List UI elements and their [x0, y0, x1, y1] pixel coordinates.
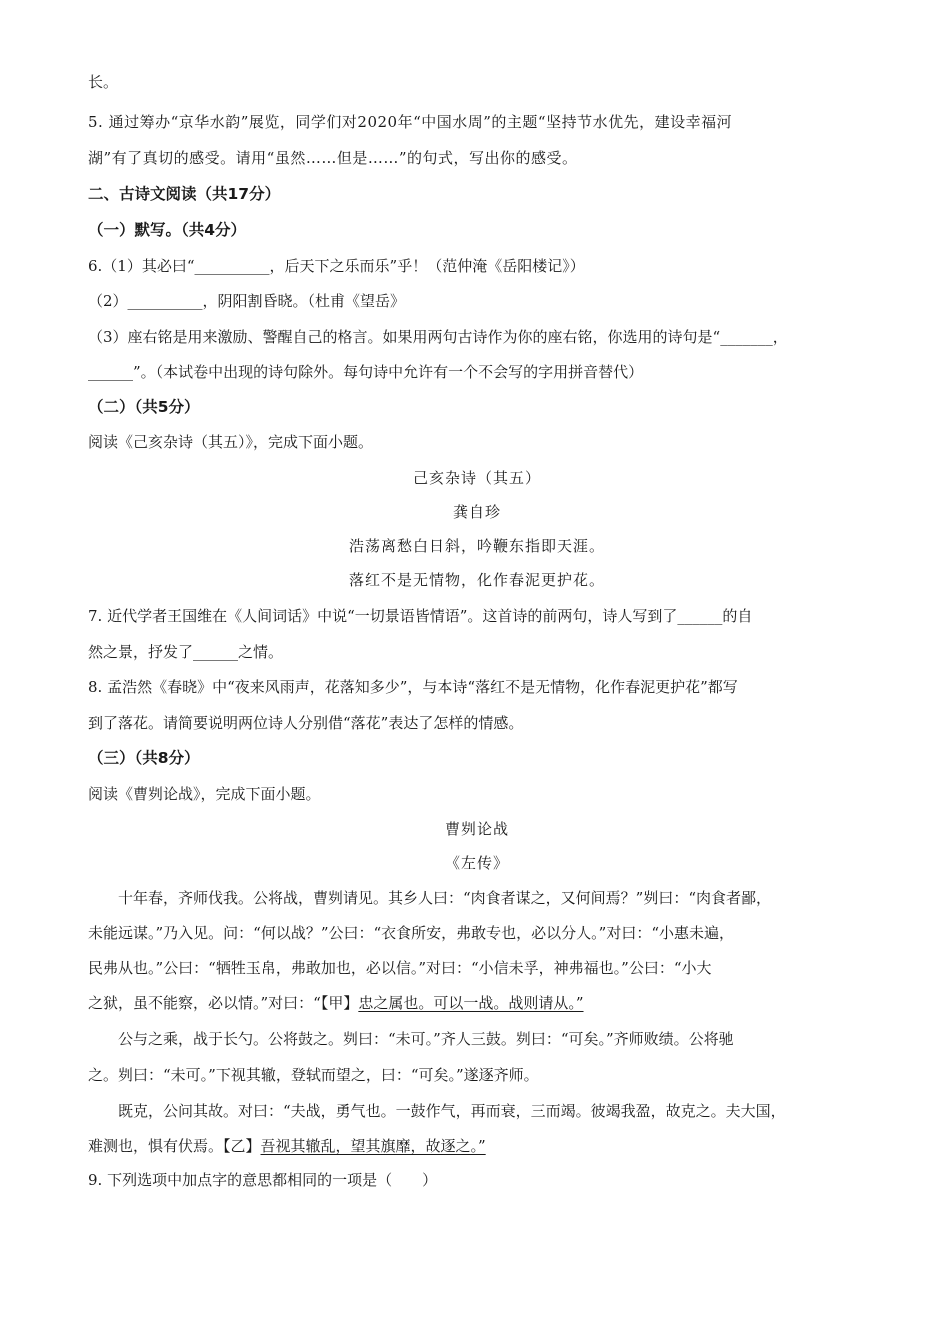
reading-instruction: 阅读《己亥杂诗（其五）》，完成下面小题。	[88, 433, 374, 451]
question-6-3: （3）座右铭是用来激励、警醒自己的格言。如果用两句古诗作为你的座右铭，你选用的诗句是“_______，	[88, 328, 788, 346]
passage-line: 十年春，齐师伐我。公将战，曹刿请见。其乡人曰：“肉食者谋之，又何间焉？”刿曰：“肉食者鄙，	[118, 889, 772, 907]
text-line: ______”。（本试卷中出现的诗句除外。每句诗中允许有一个不会写的字用拼音替代）	[88, 363, 644, 381]
question-7: 7. 近代学者王国维在《人间词话》中说“一切景语皆情语”。这首诗的前两句，诗人写到了______的自	[88, 607, 753, 625]
poem-line: 浩荡离愁白日斜，吟鞭东指即天涯。	[348, 537, 605, 555]
text-line: 长。	[88, 73, 119, 91]
subsection-heading: （一）默写。（共4分）	[88, 221, 247, 239]
passage-line: 既克，公问其故。对曰：“夫战，勇气也。一鼓作气，再而衰，三而竭。彼竭我盈，故克之。夫大国，	[118, 1102, 786, 1120]
poem-line: 落红不是无情物，化作春泥更护花。	[348, 571, 605, 589]
question-6-2: （2）__________，阴阳割昏晓。（杜甫《望岳》	[88, 292, 406, 310]
text-line: 然之景，抒发了______之情。	[88, 643, 284, 661]
subsection-heading: （二）（共5分）	[88, 398, 200, 416]
passage-title: 曹刿论战	[444, 820, 509, 838]
underlined-sentence-yi: 吾视其辙乱，望其旗靡，故逐之。”	[260, 1137, 486, 1155]
question-6-1: 6.（1）其必曰“__________，后天下之乐而乐”乎！（范仲淹《岳阳楼记》）	[88, 257, 585, 275]
text-line: 到了落花。请简要说明两位诗人分别借“落花”表达了怎样的情感。	[88, 714, 524, 732]
text-line: 湖”有了真切的感受。请用“虽然……但是……”的句式，写出你的感受。	[88, 149, 578, 167]
underlined-sentence-jia: 忠之属也。可以一战。战则请从。”	[358, 994, 584, 1012]
passage-line: 公与之乘，战于长勺。公将鼓之。刿曰：“未可。”齐人三鼓。刿曰：“可矣。”齐师败绩。公将驰	[118, 1030, 734, 1048]
reading-instruction: 阅读《曹刿论战》，完成下面小题。	[88, 785, 321, 803]
passage-line	[88, 993, 584, 1013]
poem-author: 龚自珍	[452, 503, 501, 521]
passage-line: 之。刿曰：“未可。”下视其辙，登轼而望之，曰：“可矣。”遂逐齐师。	[88, 1066, 539, 1084]
subsection-heading: （三）（共8分）	[88, 749, 200, 767]
passage-line: 民弗从也。”公曰：“牺牲玉帛，弗敢加也，必以信。”对曰：“小信未孚，神弗福也。”公曰：“小大	[88, 959, 712, 977]
section-heading: 二、古诗文阅读（共17分）	[88, 185, 281, 203]
question-8: 8. 孟浩然《春晓》中“夜来风雨声，花落知多少”，与本诗“落红不是无情物，化作春泥更护花”都写	[88, 678, 738, 696]
poem-title: 己亥杂诗（其五）	[412, 469, 541, 487]
passage-text: 难测也，惧有伏焉。【乙】	[88, 1137, 261, 1155]
passage-line: 未能远谋。”乃入见。问：“何以战？”公曰：“衣食所安，弗敢专也，必以分人。”对曰：“小惠未遍，	[88, 924, 735, 942]
question-9: 9. 下列选项中加点字的意思都相同的一项是（ ）	[88, 1171, 438, 1189]
passage-source: 《左传》	[444, 854, 509, 872]
passage-line	[88, 1136, 486, 1156]
question-5: 5. 通过筹办“京华水韵”展览，同学们对2020年“中国水周”的主题“坚持节水优先，建设幸福河	[88, 113, 733, 131]
passage-text: 之狱，虽不能察，必以情。”对曰：“【甲】	[88, 994, 359, 1012]
